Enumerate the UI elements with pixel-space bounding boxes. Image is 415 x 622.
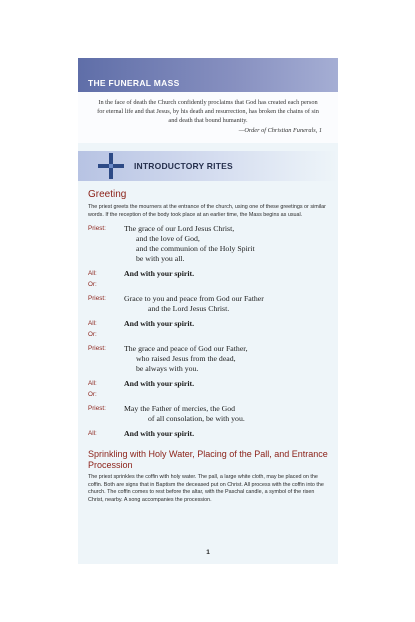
speaker-label: All: [88, 320, 97, 328]
priest-text [124, 344, 248, 374]
dialogue-line [88, 224, 328, 264]
section-band-title: INTRODUCTORY RITES [134, 161, 233, 171]
response-text: And with your spirit. [124, 379, 195, 389]
page-header [78, 58, 338, 92]
response-text: And with your spirit. [124, 429, 195, 439]
dialogue-line [88, 319, 328, 329]
intro-text: In the face of death the Church confidently proclaims that God has created each person for eternal life and that Jesus, by his death and resurrection, has broken the chains of sin and death that bound humanity. [97, 99, 319, 124]
cross-icon [98, 153, 124, 179]
dialogue-line [88, 379, 328, 389]
text-line: and the Lord Jesus Christ. [148, 304, 230, 314]
section-band [78, 151, 338, 181]
text-line: The grace and peace of God our Father, [124, 344, 248, 354]
dialogue-line [88, 294, 328, 314]
text-line: of all consolation, be with you. [148, 414, 245, 424]
priest-text [124, 224, 255, 264]
dialogue-line [88, 344, 328, 374]
or-label: Or: [88, 391, 97, 399]
dialogue-line [88, 269, 328, 279]
speaker-label: All: [88, 430, 97, 438]
page-number: 1 [206, 549, 210, 556]
greeting-heading: Greeting [88, 189, 127, 200]
speaker-label: Priest: [88, 405, 106, 413]
priest-text [124, 294, 264, 314]
page-header-title: THE FUNERAL MASS [88, 78, 180, 88]
greeting-rubric: The priest greets the mourners at the entrance of the church, using one of these greetings or similar words. If the reception of the body took place at an earlier time, the Mass begins as usual. [88, 204, 326, 218]
priest-text [124, 404, 245, 424]
text-line: The grace of our Lord Jesus Christ, [124, 224, 235, 234]
missal-page [78, 58, 338, 564]
speaker-label: Priest: [88, 345, 106, 353]
or-label: Or: [88, 281, 97, 289]
intro-quote [78, 92, 338, 143]
page-content [78, 189, 338, 505]
text-line: and the love of God, [136, 234, 200, 244]
text-line: and the communion of the Holy Spirit [136, 244, 255, 254]
sprinkling-heading: Sprinkling with Holy Water, Placing of the Pall, and Entrance Procession [88, 449, 328, 471]
text-line: be with you all. [136, 254, 185, 264]
text-line: May the Father of mercies, the God [124, 404, 236, 414]
text-line: who raised Jesus from the dead, [136, 354, 236, 364]
speaker-label: All: [88, 380, 97, 388]
speaker-label: Priest: [88, 225, 106, 233]
sprinkling-rubric: The priest sprinkles the coffin with holy water. The pall, a large white cloth, may be placed on the coffin. Both are signs that in Baptism the deceased put on Christ. All process with the coffin into the church. The coffin comes to rest before the altar, with the Paschal candle, a symbol of the risen Christ, nearby. A song accompanies the procession. [88, 474, 324, 503]
speaker-label: Priest: [88, 295, 106, 303]
intro-citation: —Order of Christian Funerals, 1 [238, 127, 322, 134]
dialogue-line [88, 404, 328, 424]
text-line: Grace to you and peace from God our Father [124, 294, 264, 304]
response-text: And with your spirit. [124, 269, 195, 279]
or-label: Or: [88, 331, 97, 339]
speaker-label: All: [88, 270, 97, 278]
dialogue-line [88, 429, 328, 439]
response-text: And with your spirit. [124, 319, 195, 329]
text-line: be always with you. [136, 364, 199, 374]
